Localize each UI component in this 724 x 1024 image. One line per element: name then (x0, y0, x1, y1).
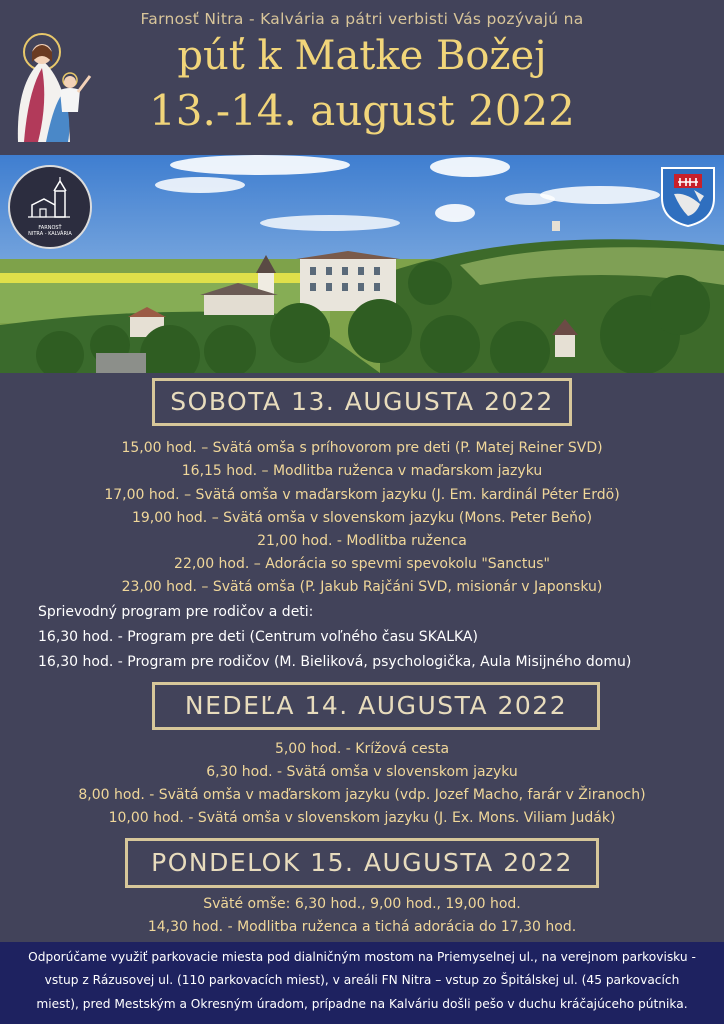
title-line2: 13.-14. august 2022 (149, 86, 575, 135)
parish-logo (8, 165, 92, 249)
schedule-line: 8,00 hod. - Svätá omša v maďarskom jazyku (vdp. Jozef Macho, farár v Žiranoch) (78, 787, 646, 803)
schedule-line: 15,00 hod. – Svätá omša s príhovorom pre deti (P. Matej Reiner SVD) (121, 440, 603, 456)
church-icon (10, 177, 90, 227)
schedule-line: 6,30 hod. - Svätá omša v slovenskom jazyku (206, 764, 518, 780)
footer-line: Odporúčame využiť parkovacie miesta pod dialničným mostom na Priemyselnej ul., na verejnom parkovisku - (28, 950, 696, 964)
saturday-heading-box (152, 378, 572, 426)
schedule-line: 16,15 hod. – Modlitba ruženca v maďarskom jazyku (181, 463, 543, 479)
madonna-image (8, 32, 94, 142)
footer-line: miest), pred Mestským a Okresným úradom, prípadne na Kalváriu došli pešo v duchu kráčajúceho pútnika. (36, 997, 688, 1011)
footer-line: vstup z Rázusovej ul. (110 parkovacích miest), v areáli FN Nitra – vstup zo Špitálskej ul. (45 parkovacích (44, 973, 680, 987)
intro-text: Farnosť Nitra - Kalvária a pátri verbisti Vás pozývajú na (140, 10, 584, 28)
schedule-line: 17,00 hod. – Svätá omša v maďarskom jazyku (J. Em. kardinál Péter Erdö) (104, 487, 620, 503)
program-line: 16,30 hod. - Program pre deti (Centrum voľného času SKALKA) (38, 629, 478, 645)
schedule-line: 23,00 hod. – Svätá omša (P. Jakub Rajčáni SVD, misionár v Japonsku) (121, 579, 603, 595)
logo-text-line2: NITRA - KALVÁRIA (28, 231, 72, 237)
monday-heading-box (125, 838, 599, 888)
schedule-line: 22,00 hod. – Adorácia so spevmi spevokolu "Sanctus" (174, 556, 550, 572)
parking-footer (0, 942, 724, 1024)
schedule-line: 5,00 hod. - Krížová cesta (274, 741, 450, 757)
kalvaria-photo (0, 155, 724, 373)
sunday-heading: NEDEĽA 14. AUGUSTA 2022 (184, 691, 568, 720)
monday-heading: PONDELOK 15. AUGUSTA 2022 (151, 848, 573, 877)
logo-text-line1: FARNOSŤ (38, 225, 62, 231)
schedule-line: 14,30 hod. - Modlitba ruženca a tichá adorácia do 17,30 hod. (147, 919, 577, 935)
header (0, 0, 724, 155)
saturday-heading: SOBOTA 13. AUGUSTA 2022 (170, 387, 554, 416)
program-title: Sprievodný program pre rodičov a deti: (38, 604, 314, 620)
schedule-line: 21,00 hod. - Modlitba ruženca (257, 533, 467, 549)
nitra-coat-of-arms-icon (660, 166, 716, 228)
sunday-heading-box (152, 682, 600, 730)
schedule-line: 19,00 hod. – Svätá omša v slovenskom jazyku (Mons. Peter Beňo) (131, 510, 593, 526)
schedule-line: 10,00 hod. - Svätá omša v slovenskom jazyku (J. Ex. Mons. Viliam Judák) (108, 810, 616, 826)
title-line1: púť k Matke Božej (177, 33, 547, 79)
schedule-line: Sväté omše: 6,30 hod., 9,00 hod., 19,00 hod. (203, 896, 521, 912)
program-line: 16,30 hod. - Program pre rodičov (M. Bieliková, psychologička, Aula Misijného domu) (38, 654, 632, 670)
